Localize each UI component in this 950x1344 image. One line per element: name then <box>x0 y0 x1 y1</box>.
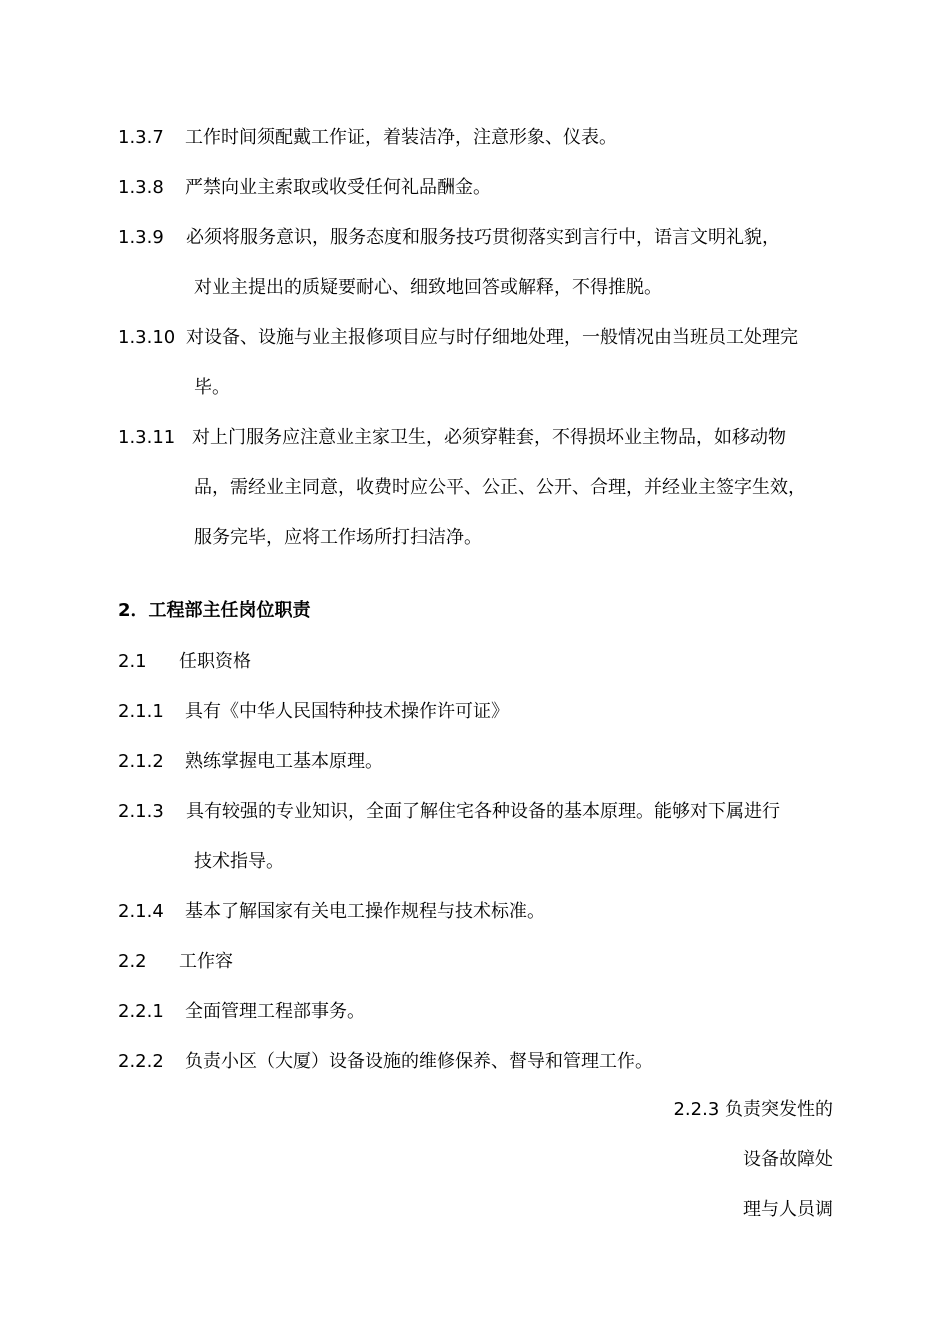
item-2-2-3-line-1: 2.2.3 负责突发性的 <box>673 1099 833 1120</box>
item-1-3-10-continuation: 毕。 <box>194 377 230 398</box>
item-2-2-1 <box>118 1000 365 1024</box>
item-1-3-11-continuation: 品，需经业主同意，收费时应公平、公正、公开、合理，并经业主签字生效， <box>194 477 806 498</box>
item-1-3-9-continuation: 对业主提出的质疑要耐心、细致地回答或解释，不得推脱。 <box>194 277 662 298</box>
item-text: 全面管理工程部事务。 <box>185 1001 365 1022</box>
item-text: 工作时间须配戴工作证，着装洁净，注意形象、仪表。 <box>185 127 617 148</box>
item-text: 必须将服务意识，服务态度和服务技巧贯彻落实到言行中，语言文明礼貌， <box>186 227 780 248</box>
item-text: 任职资格 <box>179 651 251 672</box>
item-text: 负责小区（大厦）设备设施的维修保养、督导和管理工作。 <box>185 1051 653 1072</box>
item-number: 1.3.8 <box>118 177 164 198</box>
item-number: 1.3.7 <box>118 127 164 148</box>
item-1-3-7 <box>118 126 617 150</box>
item-number: 2.2.2 <box>118 1051 164 1072</box>
item-2-2-2 <box>118 1050 653 1074</box>
item-1-3-11 <box>118 426 786 450</box>
item-number: 1.3.9 <box>118 227 164 248</box>
item-number: 2.1.2 <box>118 751 164 772</box>
item-text: 具有较强的专业知识，全面了解住宅各种设备的基本原理。能够对下属进行 <box>186 801 780 822</box>
item-number: 1.3.11 <box>118 427 176 448</box>
item-text: 对上门服务应注意业主家卫生，必须穿鞋套，不得损坏业主物品，如移动物 <box>192 427 786 448</box>
item-text: 基本了解国家有关电工操作规程与技术标准。 <box>185 901 545 922</box>
item-number: 2.1.3 <box>118 801 164 822</box>
item-1-3-10 <box>118 326 798 350</box>
item-number: 2.1 <box>118 651 147 672</box>
item-number: 1.3.10 <box>118 327 176 348</box>
item-text: 严禁向业主索取或收受任何礼品酬金。 <box>185 177 491 198</box>
item-2-1-2 <box>118 750 383 774</box>
item-2-2-3-line-3: 理与人员调 <box>743 1199 833 1220</box>
item-number: 2.2 <box>118 951 147 972</box>
item-2-1-4 <box>118 900 545 924</box>
item-2-1-1 <box>118 700 509 724</box>
item-text: 工作容 <box>179 951 233 972</box>
section-heading: 2．工程部主任岗位职责 <box>118 600 311 621</box>
item-number: 2.2.1 <box>118 1001 164 1022</box>
item-1-3-9 <box>118 226 780 250</box>
item-number: 2.1.1 <box>118 701 164 722</box>
item-text: 具有《中华人民国特种技术操作许可证》 <box>185 701 509 722</box>
item-text: 熟练掌握电工基本原理。 <box>185 751 383 772</box>
item-2-2-3-line-2: 设备故障处 <box>743 1149 833 1170</box>
item-2-1 <box>118 650 251 674</box>
item-2-1-3 <box>118 800 780 824</box>
item-1-3-11-continuation-2: 服务完毕，应将工作场所打扫洁净。 <box>194 527 482 548</box>
item-2-1-3-continuation: 技术指导。 <box>194 851 284 872</box>
item-1-3-8 <box>118 176 491 200</box>
item-text: 对设备、设施与业主报修项目应与时仔细地处理，一般情况由当班员工处理完 <box>186 327 798 348</box>
item-number: 2.1.4 <box>118 901 164 922</box>
item-2-2 <box>118 950 233 974</box>
